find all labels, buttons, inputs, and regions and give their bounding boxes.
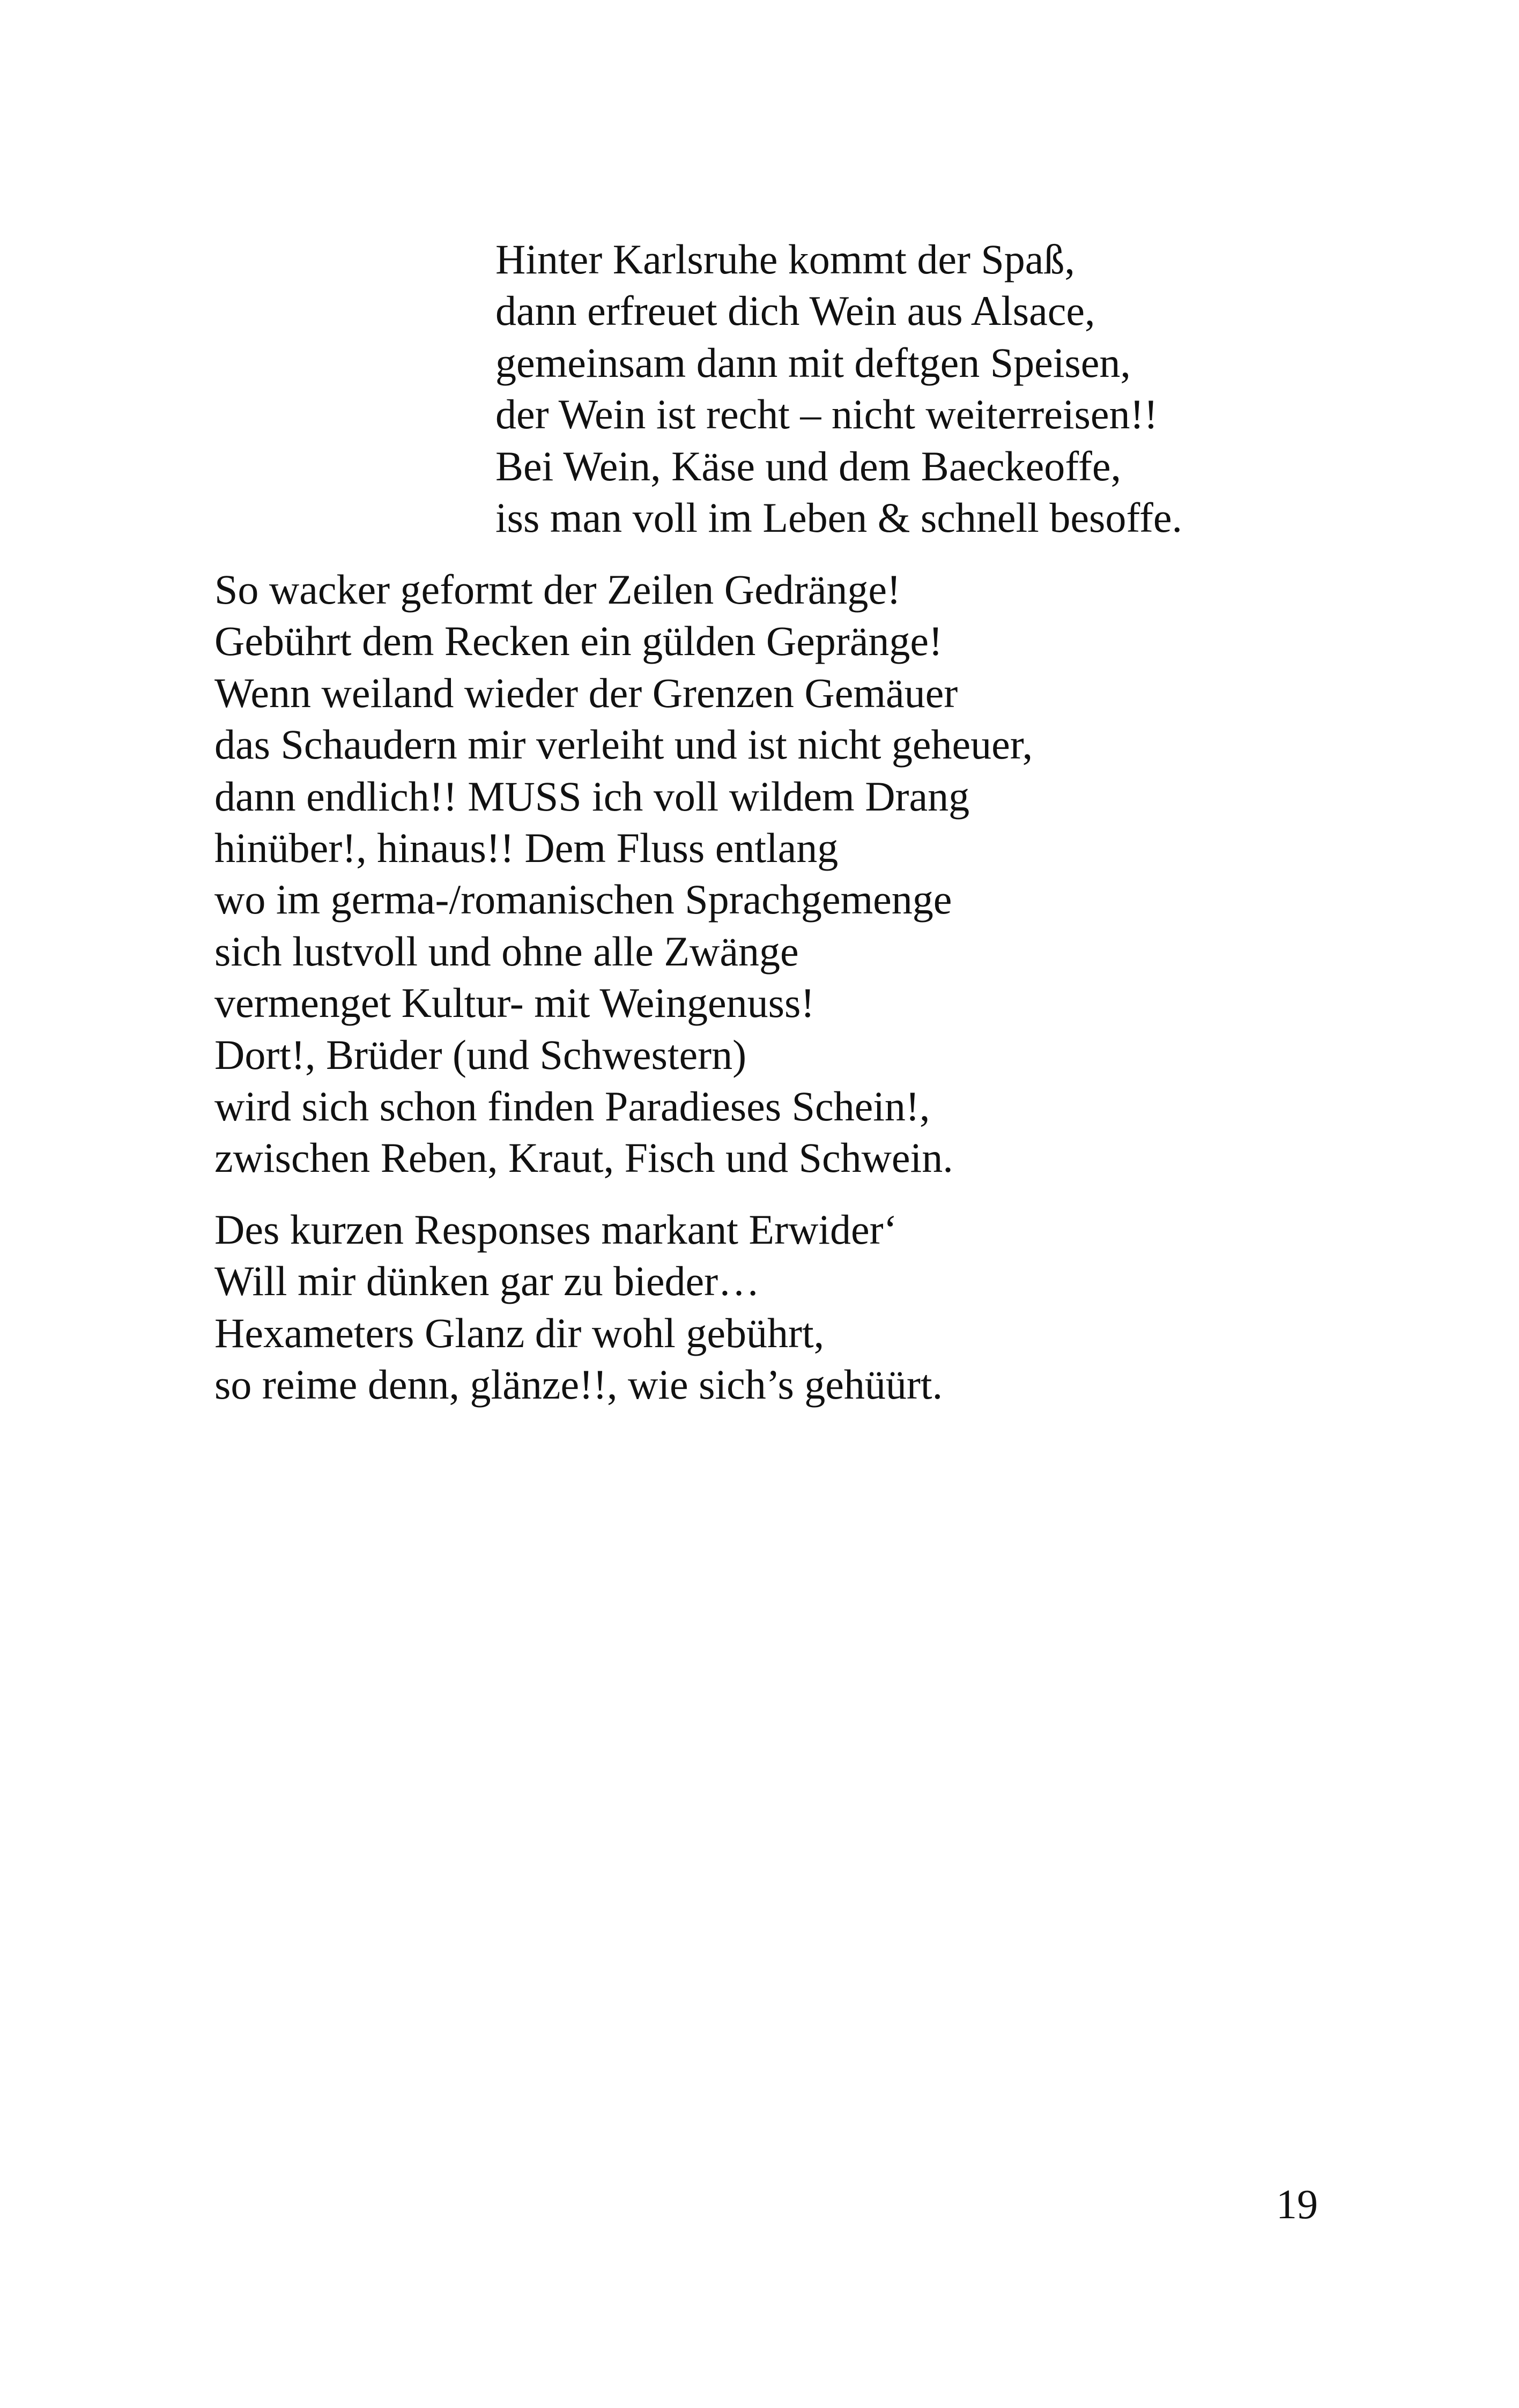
verse-line: wird sich schon finden Paradieses Schein!,: [214, 1083, 930, 1130]
verse-line: das Schaudern mir verleiht und ist nicht geheuer,: [214, 721, 1033, 768]
verse-line: dann endlich!! MUSS ich voll wildem Drang: [214, 772, 970, 820]
verse-line: gemeinsam dann mit deftgen Speisen,: [495, 339, 1131, 386]
verse-line: sich lustvoll und ohne alle Zwänge: [214, 927, 799, 975]
verse-line: zwischen Reben, Kraut, Fisch und Schwein.: [214, 1134, 953, 1181]
verse-line: Bei Wein, Käse und dem Baeckeoffe,: [495, 442, 1121, 489]
verse-line: der Wein ist recht – nicht weiterreisen!!: [495, 391, 1158, 438]
verse-line: iss man voll im Leben & schnell besoffe.: [495, 494, 1182, 541]
stanza-2: [214, 564, 1033, 1184]
verse-line: so reime denn, glänze!!, wie sich’s gehüürt.: [214, 1361, 943, 1408]
verse-line: Will mir dünken gar zu bieder…: [214, 1258, 760, 1305]
verse-line: Hexameters Glanz dir wohl gebührt,: [214, 1309, 825, 1356]
verse-line: hinüber!, hinaus!! Dem Fluss entlang: [214, 824, 839, 872]
verse-line: Gebührt dem Recken ein gülden Gepränge!: [214, 618, 943, 665]
verse-line: dann erfreuet dich Wein aus Alsace,: [495, 287, 1095, 335]
verse-line: Dort!, Brüder (und Schwestern): [214, 1031, 747, 1078]
verse-line: vermenget Kultur- mit Weingenuss!: [214, 979, 815, 1027]
stanza-3: [214, 1204, 943, 1411]
verse-line: Des kurzen Responses markant Erwider‘: [214, 1206, 898, 1253]
verse-line: wo im germa-/romanischen Sprachgemenge: [214, 876, 952, 923]
verse-line: Hinter Karlsruhe kommt der Spaß,: [495, 236, 1075, 283]
page-number: 19: [1276, 2181, 1318, 2227]
verse-line: Wenn weiland wieder der Grenzen Gemäuer: [214, 669, 958, 716]
stanza-1: [495, 234, 1182, 544]
verse-line: So wacker geformt der Zeilen Gedränge!: [214, 566, 901, 613]
